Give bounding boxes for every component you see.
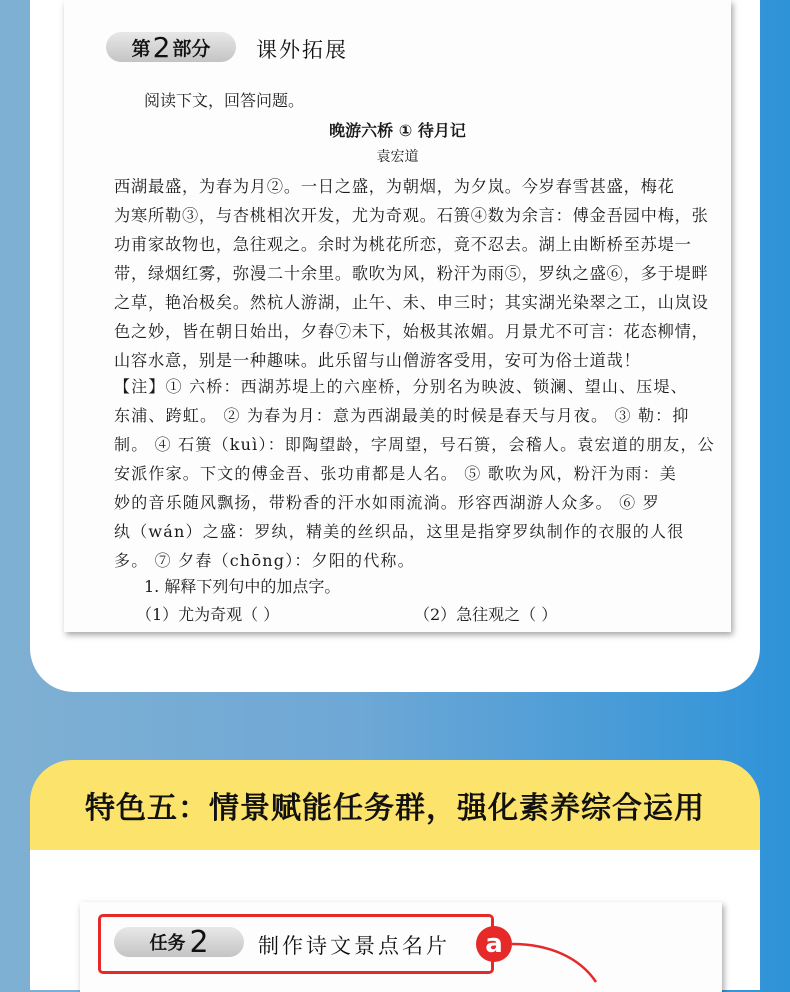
part-badge <box>106 32 236 62</box>
passage-title: 晚游六桥 ① 待月记 <box>329 121 466 140</box>
section-title: 课外拓展 <box>256 38 348 62</box>
passage-line: 西湖最盛，为春为月②。一日之盛，为朝烟，为夕岚。今岁春雪甚盛，梅花 <box>114 177 675 196</box>
question-item-2: （2）急往观之（ ） <box>414 605 558 624</box>
passage-line: 带，绿烟红雾，弥漫二十余里。歌吹为风，粉汗为雨⑤，罗纨之盛⑥，多于堤畔 <box>114 264 709 283</box>
note-line: 【注】① 六桥：西湖苏堤上的六座桥，分别名为映波、锁澜、望山、压堤、 <box>114 377 688 396</box>
part-badge-prefix: 第 <box>131 37 151 60</box>
part-badge-suffix: 部分 <box>172 37 211 60</box>
passage-line: 为寒所勒③，与杏桃相次开发，尤为奇观。石篑④数为余言：傅金吾园中梅，张 <box>114 206 709 225</box>
task-title: 制作诗文景点名片 <box>258 934 450 958</box>
feature-banner: 特色五：情景赋能任务群，强化素养综合运用 <box>30 760 760 850</box>
note-line: 纨（wán）之盛：罗纨，精美的丝织品，这里是指穿罗纨制作的衣服的人很 <box>114 522 685 541</box>
reading-prompt: 阅读下文，回答问题。 <box>144 91 305 110</box>
note-line: 制。 ④ 石篑（kuì）：即陶望龄，字周望，号石篑，会稽人。袁宏道的朋友，公 <box>114 435 715 454</box>
passage-line: 色之妙，皆在朝日始出，夕舂⑦未下，始极其浓媚。月景尤不可言：花态柳情， <box>114 322 709 341</box>
book-page-top <box>64 0 731 632</box>
part-badge-number: 2 <box>152 30 171 64</box>
callout-line <box>510 940 620 985</box>
annotation-notes <box>114 372 715 575</box>
note-line: 安派作家。下文的傅金吾、张功甫都是人名。 ⑤ 歌吹为风，粉汗为雨：美 <box>114 464 677 483</box>
task-badge-number: 2 <box>189 924 209 960</box>
passage-line: 功甫家故物也，急往观之。余时为桃花所恋，竟不忍去。湖上由断桥至苏堤一 <box>114 235 692 254</box>
note-line: 妙的音乐随风飘扬，带粉香的汗水如雨流淌。形容西湖游人众多。 ⑥ 罗 <box>114 493 660 512</box>
question-text: 1. 解释下列句中的加点字。 <box>144 577 341 596</box>
passage-line: 山容水意，别是一种趣味。此乐留与山僧游客受用，安可为俗士道哉！ <box>114 351 641 370</box>
passage-body <box>114 172 709 375</box>
question-item-1: （1）尤为奇观（ ） <box>136 605 280 624</box>
note-line: 多。 ⑦ 夕舂（chōng）：夕阳的代称。 <box>114 551 415 570</box>
task-badge <box>114 924 244 960</box>
passage-author: 袁宏道 <box>376 149 419 165</box>
note-line: 东浦、跨虹。 ② 为春为月：意为西湖最美的时候是春天与月夜。 ③ 勒：抑 <box>114 406 690 425</box>
task-badge-prefix: 任务 <box>149 933 186 954</box>
passage-line: 之草，艳冶极矣。然杭人游湖，止午、未、申三时；其实湖光染翠之工，山岚设 <box>114 293 709 312</box>
callout-marker: a <box>476 926 512 962</box>
